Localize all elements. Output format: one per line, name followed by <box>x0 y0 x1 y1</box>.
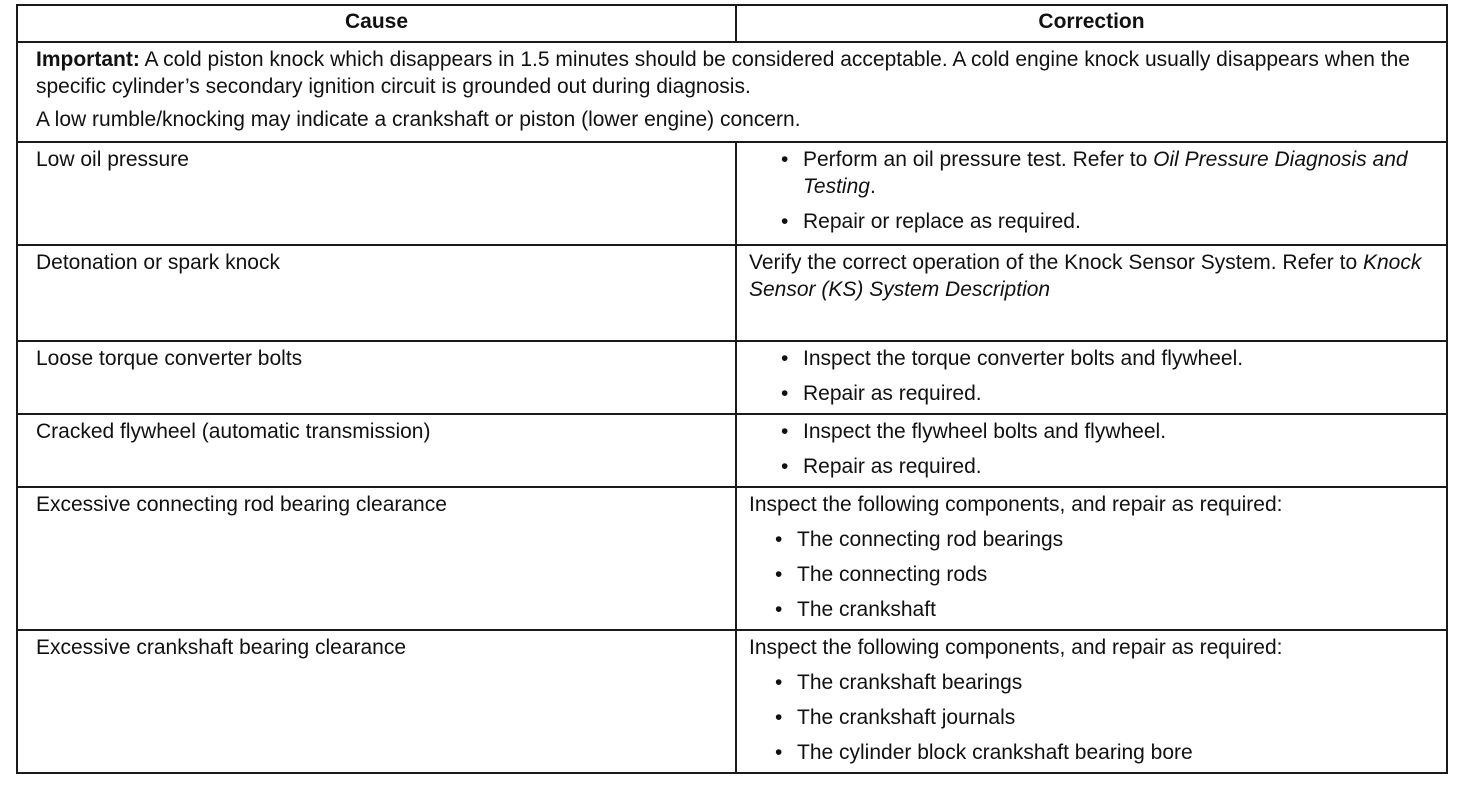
list-item <box>781 418 1428 445</box>
correction-intro: Inspect the following components, and repair as required: <box>749 493 1283 516</box>
list-item <box>781 345 1428 372</box>
bullet-icon: • <box>781 210 789 233</box>
important-note-cell <box>17 42 1447 142</box>
correction-list <box>755 345 1428 407</box>
correction-cell <box>736 341 1447 414</box>
bullet-icon: • <box>775 671 783 694</box>
important-note <box>36 46 1428 100</box>
table-row <box>17 414 1447 487</box>
list-item-text: The crankshaft bearings <box>797 671 1023 694</box>
list-item-text: Repair or replace as required. <box>803 210 1081 233</box>
list-item-text: The cylinder block crankshaft bearing bore <box>797 741 1193 764</box>
important-note-row <box>17 42 1447 142</box>
column-header-cause: Cause <box>17 5 736 42</box>
rumble-note: A low rumble/knocking may indicate a crankshaft or piston (lower engine) concern. <box>36 108 801 131</box>
table-row <box>17 341 1447 414</box>
cause-cell: Loose torque converter bolts <box>17 341 736 414</box>
column-header-correction: Correction <box>736 5 1447 42</box>
list-item-text-end: . <box>869 175 876 198</box>
list-item-text: Perform an oil pressure test. Refer to <box>803 148 1154 171</box>
bullet-icon: • <box>781 347 789 370</box>
correction-list <box>755 418 1428 480</box>
table-header-row <box>17 5 1447 42</box>
reference-link-text: Knock Sensor (KS) System Description <box>749 251 1422 301</box>
bullet-icon: • <box>781 382 789 405</box>
list-item <box>775 739 1428 766</box>
correction-list <box>749 669 1428 766</box>
table-row <box>17 245 1447 341</box>
list-item-text: The crankshaft <box>797 598 936 621</box>
cause-cell: Low oil pressure <box>17 142 736 245</box>
list-item <box>775 526 1428 553</box>
diagnosis-table <box>16 4 1448 774</box>
cause-cell: Cracked flywheel (automatic transmission) <box>17 414 736 487</box>
bullet-icon: • <box>781 420 789 443</box>
correction-intro: Inspect the following components, and repair as required: <box>749 636 1283 659</box>
list-item-text: Repair as required. <box>803 382 982 405</box>
correction-cell <box>736 487 1447 630</box>
cause-cell: Detonation or spark knock <box>17 245 736 341</box>
bullet-icon: • <box>775 706 783 729</box>
important-label: Important: <box>36 48 140 71</box>
cause-cell: Excessive connecting rod bearing clearance <box>17 487 736 630</box>
correction-list <box>749 526 1428 623</box>
cause-cell: Excessive crankshaft bearing clearance <box>17 630 736 773</box>
correction-cell <box>736 245 1447 341</box>
list-item <box>781 146 1428 200</box>
bullet-icon: • <box>781 148 789 171</box>
list-item-text: The crankshaft journals <box>797 706 1016 729</box>
correction-cell <box>736 414 1447 487</box>
list-item-text: Inspect the flywheel bolts and flywheel. <box>803 420 1167 443</box>
bullet-icon: • <box>781 455 789 478</box>
list-item <box>781 208 1428 235</box>
bullet-icon: • <box>775 741 783 764</box>
correction-cell <box>736 630 1447 773</box>
table-row <box>17 630 1447 773</box>
list-item-text: The connecting rods <box>797 563 988 586</box>
table-row <box>17 487 1447 630</box>
bullet-icon: • <box>775 528 783 551</box>
correction-list <box>755 146 1428 235</box>
list-item <box>775 704 1428 731</box>
list-item-text: Repair as required. <box>803 455 982 478</box>
list-item-text: The connecting rod bearings <box>797 528 1064 551</box>
bullet-icon: • <box>775 563 783 586</box>
list-item <box>775 561 1428 588</box>
list-item <box>781 380 1428 407</box>
list-item <box>775 669 1428 696</box>
table-row <box>17 142 1447 245</box>
list-item <box>781 453 1428 480</box>
list-item-text: Inspect the torque converter bolts and flywheel. <box>803 347 1244 370</box>
list-item <box>775 596 1428 623</box>
reference-link-text: Oil Pressure Diagnosis and Testing <box>803 148 1408 198</box>
correction-cell <box>736 142 1447 245</box>
important-text: A cold piston knock which disappears in 1.5 minutes should be considered acceptable. A cold engine knock usually disappears when the specific cylinder’s secondary ignition circuit is grounded out during diagnosis. <box>36 48 1410 98</box>
correction-text: Verify the correct operation of the Knock Sensor System. Refer to <box>749 251 1363 274</box>
bullet-icon: • <box>775 598 783 621</box>
